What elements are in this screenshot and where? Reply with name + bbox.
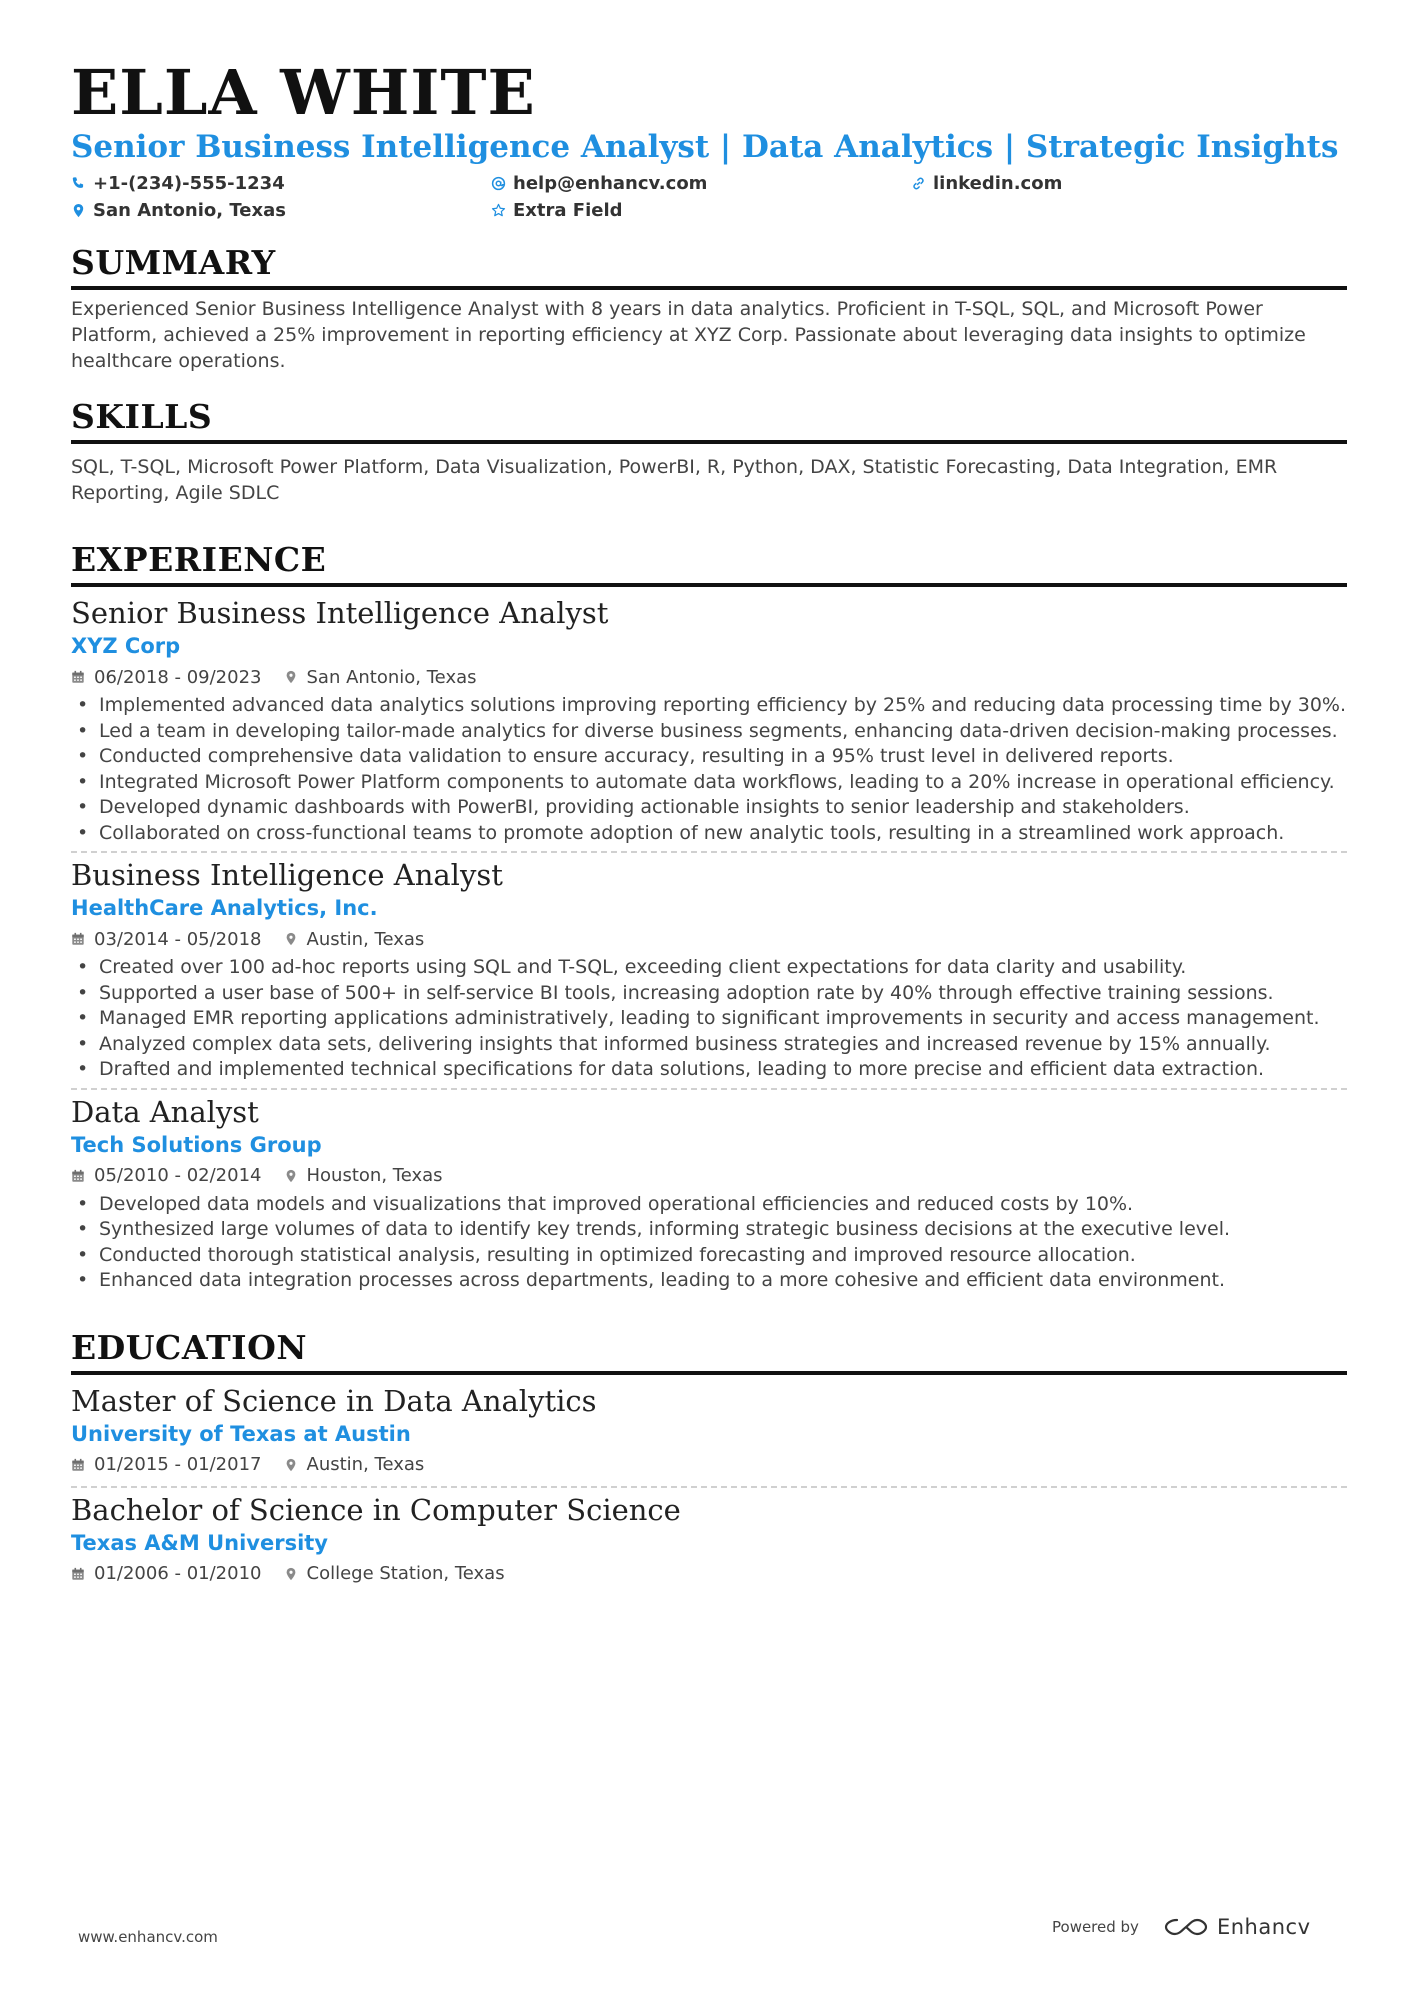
education-location (284, 1454, 425, 1475)
summary-section (71, 243, 1347, 374)
education-section (71, 1328, 1347, 1590)
contact-extra-text: Extra Field (513, 200, 623, 221)
list-item: • Analyzed complex data sets, delivering insights that informed business strategies and increased revenue by 15% annually. (71, 1032, 1347, 1058)
at-icon (491, 176, 506, 191)
location-pin-icon (284, 1567, 298, 1581)
job-location-text: San Antonio, Texas (306, 666, 477, 688)
list-item: • Integrated Microsoft Power Platform components to automate data workflows, leading to a 20% increase in operational efficiency. (71, 770, 1347, 796)
education-entry (71, 1383, 1347, 1481)
job-meta (71, 1160, 1347, 1192)
job-dates (71, 929, 262, 950)
job-dates (71, 667, 262, 688)
job-entry (71, 595, 1347, 846)
job-meta (71, 661, 1347, 693)
candidate-headline: Senior Business Intelligence Analyst | Data Analytics | Strategic Insights (71, 129, 1339, 165)
calendar-icon (71, 932, 85, 946)
entry-divider (71, 1486, 1347, 1488)
job-location (284, 929, 425, 950)
skills-text: SQL, T-SQL, Microsoft Power Platform, Data Visualization, PowerBI, R, Python, DAX, Statistic Forecasting, Data Integration, EMR Reporting, Agile SDLC (71, 456, 1278, 504)
calendar-icon (71, 1458, 85, 1472)
contact-email[interactable] (491, 170, 911, 197)
contact-list (71, 170, 1347, 224)
list-item: • Implemented advanced data analytics solutions improving reporting efficiency by 25% and reducing data processing time by 30%. (71, 693, 1347, 719)
job-entry (71, 857, 1347, 1083)
location-pin-icon (284, 932, 298, 946)
job-title: Data Analyst (71, 1094, 259, 1129)
list-item: • Created over 100 ad-hoc reports using SQL and T-SQL, exceeding client expectations for data clarity and usability. (71, 955, 1347, 981)
contact-linkedin[interactable] (911, 170, 1331, 197)
list-item: • Collaborated on cross-functional teams to promote adoption of new analytic tools, resulting in a streamlined work approach. (71, 821, 1347, 847)
calendar-icon (71, 1169, 85, 1183)
job-dates-text: 05/2010 - 02/2014 (94, 1165, 262, 1186)
job-title: Business Intelligence Analyst (71, 858, 503, 892)
job-company: XYZ Corp (71, 634, 181, 658)
job-company: HealthCare Analytics, Inc. (71, 896, 378, 920)
job-dates (71, 1165, 262, 1186)
list-item: • Drafted and implemented technical specifications for data solutions, leading to more precise and efficient data extraction. (71, 1057, 1347, 1083)
job-company: Tech Solutions Group (71, 1132, 322, 1157)
school-name: University of Texas at Austin (71, 1421, 411, 1446)
location-pin-icon (284, 1169, 298, 1183)
job-location-text: Houston, Texas (306, 1165, 443, 1186)
brand-name: Enhancv (1216, 1915, 1311, 1939)
contact-phone (71, 170, 491, 197)
location-pin-icon (71, 203, 86, 218)
job-location (284, 667, 477, 688)
star-icon (491, 203, 506, 218)
degree-title: Master of Science in Data Analytics (71, 1383, 597, 1418)
job-bullets (71, 693, 1347, 846)
entry-divider (71, 851, 1347, 853)
list-item: • Managed EMR reporting applications administratively, leading to significant improvements in security and access management. (71, 1006, 1347, 1032)
entry-divider (71, 1088, 1347, 1090)
link-icon (911, 176, 926, 191)
list-item: • Synthesized large volumes of data to identify key trends, informing strategic business decisions at the executive level. (71, 1217, 1347, 1243)
contact-location (71, 197, 491, 224)
powered-by-label: Powered by (1052, 1918, 1139, 1936)
section-title-summary: SUMMARY (71, 243, 1347, 290)
job-title: Senior Business Intelligence Analyst (71, 596, 609, 630)
job-meta (71, 923, 1347, 955)
education-meta (71, 1449, 1347, 1481)
education-entry (71, 1492, 1347, 1590)
education-meta (71, 1558, 1347, 1590)
list-item: • Conducted thorough statistical analysis, resulting in optimized forecasting and improved resource allocation. (71, 1243, 1347, 1269)
resume-page (71, 58, 1347, 1590)
education-location (284, 1563, 505, 1584)
summary-text: Experienced Senior Business Intelligence Analyst with 8 years in data analytics. Proficient in T-SQL, SQL, and Microsoft Power Platform, achieved a 25% improvement in reporting efficiency at XYZ Corp. Passionate about leveraging data insights to optimize healthcare operations. (71, 298, 1306, 372)
candidate-name: ELLA WHITE (71, 56, 536, 129)
contact-extra (491, 197, 911, 224)
list-item: • Developed dynamic dashboards with PowerBI, providing actionable insights to senior leadership and stakeholders. (71, 795, 1347, 821)
job-dates-text: 03/2014 - 05/2018 (94, 928, 262, 950)
contact-email-text: help@enhancv.com (513, 173, 708, 194)
enhancv-logo-icon (1163, 1915, 1209, 1939)
job-entry (71, 1094, 1347, 1294)
contact-phone-text: +1-(234)-555-1234 (93, 173, 285, 194)
list-item: • Developed data models and visualizations that improved operational efficiencies and reduced costs by 10%. (71, 1192, 1347, 1218)
degree-title: Bachelor of Science in Computer Science (71, 1492, 681, 1527)
skills-section (71, 397, 1347, 506)
section-title-education: EDUCATION (71, 1328, 1347, 1375)
education-dates-text: 01/2006 - 01/2010 (94, 1563, 262, 1584)
section-title-skills: SKILLS (71, 397, 1347, 444)
job-bullets (71, 1192, 1347, 1294)
footer-website[interactable]: www.enhancv.com (78, 1928, 218, 1946)
location-pin-icon (284, 1458, 298, 1472)
list-item: • Led a team in developing tailor-made analytics for diverse business segments, enhancing data-driven decision-making processes. (71, 719, 1347, 745)
calendar-icon (71, 670, 85, 684)
job-bullets (71, 955, 1347, 1083)
contact-linkedin-text: linkedin.com (933, 173, 1063, 194)
contact-location-text: San Antonio, Texas (93, 200, 286, 221)
footer-branding (1052, 1915, 1311, 1939)
school-name: Texas A&M University (71, 1530, 328, 1555)
phone-icon (71, 176, 86, 191)
list-item: • Conducted comprehensive data validation to ensure accuracy, resulting in a 95% trust level in delivered reports. (71, 744, 1347, 770)
list-item: • Supported a user base of 500+ in self-service BI tools, increasing adoption rate by 40% through effective training sessions. (71, 981, 1347, 1007)
job-dates-text: 06/2018 - 09/2023 (94, 666, 262, 688)
education-dates-text: 01/2015 - 01/2017 (94, 1454, 262, 1475)
education-dates (71, 1563, 262, 1584)
job-location (284, 1165, 443, 1186)
list-item: • Enhanced data integration processes across departments, leading to a more cohesive and efficient data environment. (71, 1268, 1347, 1294)
job-location-text: Austin, Texas (306, 928, 425, 950)
education-location-text: Austin, Texas (306, 1454, 425, 1475)
calendar-icon (71, 1567, 85, 1581)
location-pin-icon (284, 670, 298, 684)
section-title-experience: EXPERIENCE (71, 540, 1347, 587)
education-dates (71, 1454, 262, 1475)
experience-section (71, 540, 1347, 1294)
education-location-text: College Station, Texas (306, 1563, 505, 1584)
